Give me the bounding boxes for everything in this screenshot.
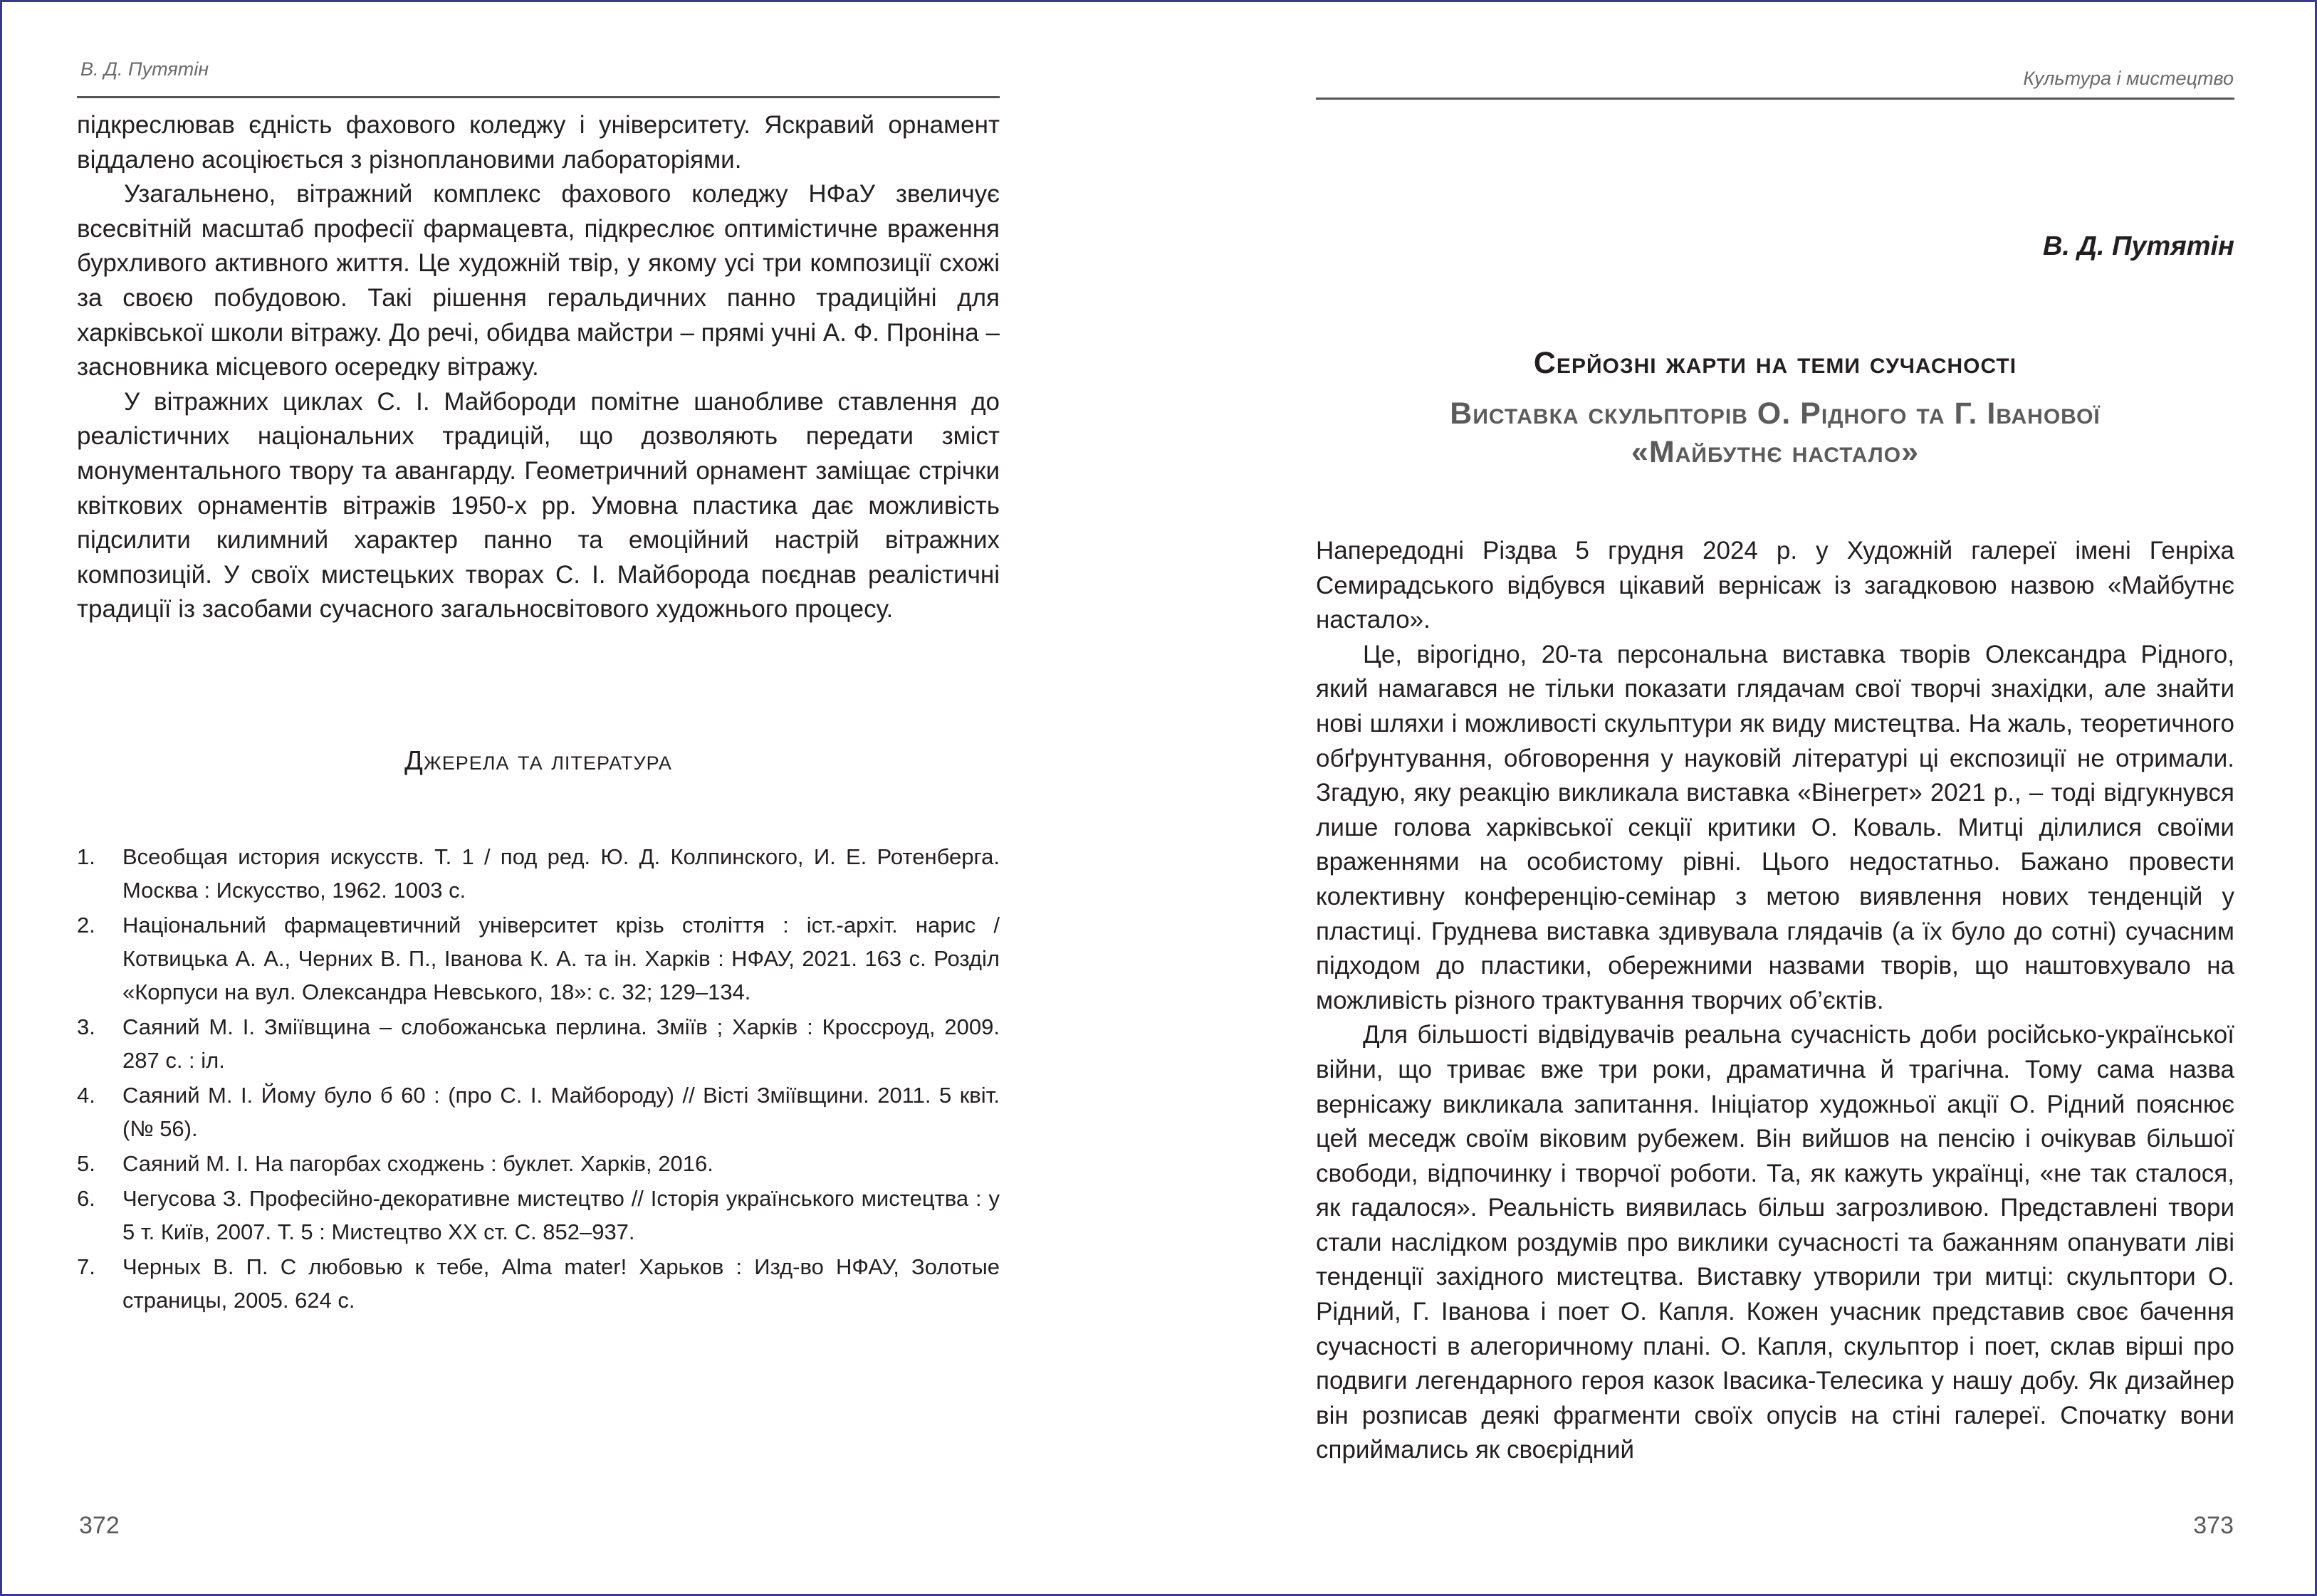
- article-subtitle: [1316, 394, 2234, 471]
- reference-number: 5.: [77, 1151, 95, 1176]
- reference-text: Саяний М. І. Йому було б 60 : (про С. І. Майбороду) // Вісті Зміївщини. 2011. 5 квіт. (№ 56).: [122, 1083, 1000, 1141]
- left-body-text: [77, 108, 1000, 627]
- reference-text: Всеобщая история искусств. Т. 1 / под ред. Ю. Д. Колпинского, И. Е. Ротенберга. Москва : Искусство, 1962. 1003 с.: [122, 844, 1000, 903]
- article-subtitle-line-2: «Майбутнє настало»: [1631, 435, 1919, 469]
- article-title: Серйозні жарти на теми сучасності: [1533, 346, 2017, 380]
- reference-number: 4.: [77, 1083, 95, 1108]
- left-page: [0, 0, 1158, 1596]
- left-running-head: В. Д. Путятін: [80, 58, 209, 80]
- reference-text: Черных В. П. С любовью к тебе, Alma mater! Харьков : Изд-во НФАУ, Золотые страницы, 2005. 624 с.: [122, 1254, 1000, 1313]
- reference-list: [77, 840, 1000, 1318]
- reference-text: Саяний М. І. Зміївщина – слобожанська перлина. Зміїв ; Харків : Кроссроуд, 2009. 287 с. : іл.: [122, 1014, 1000, 1073]
- right-body-text: [1316, 534, 2234, 1468]
- right-header-rule: [1316, 98, 2234, 100]
- reference-item: [77, 840, 1000, 907]
- reference-item: [77, 1147, 1000, 1180]
- sources-title: Джерела та література: [404, 746, 672, 776]
- reference-item: [77, 1078, 1000, 1145]
- reference-number: 3.: [77, 1014, 95, 1039]
- left-header-rule: [77, 96, 1000, 98]
- right-paragraph-3: Для більшості відвідувачів реальна сучасність доби російсько-української війни, що триває вже три роки, драматична й трагічна. Тому сама назва вернісажу викликала запитання. Ініціатор художньої акції О. Рідний пояснює цей меседж своїм віковим рубежем. Він вийшов на пенсію і очікував більшої свободи, відпочинку і творчої роботи. Та, як кажуть українці, «не так сталося, як гадалося». Реальність виявилась більш загрозливою. Представлені твори стали наслідком роздумів про виклики сучасності та бажанням опанувати ліві тенденції західного мистецтва. Виставку утворили три митці: скульптори О. Рідний, Г. Іванова і поет О. Капля. Кожен учасник представив своє бачення сучасності в алегоричному плані. О. Капля, скульптор і поет, склав вірші про подвиги легендарного героя казок Івасика-Телесика у нашу добу. Як дизайнер він розписав деякі фрагменти своїх опусів на стіні галереї. Спочатку вони сприймались як своєрідний: [1316, 1021, 2234, 1464]
- reference-text: Саяний М. І. На пагорбах сходжень : буклет. Харків, 2016.: [122, 1151, 713, 1176]
- reference-number: 1.: [77, 844, 95, 869]
- article-subtitle-line-1: Виставка скульпторів О. Рідного та Г. Іванової: [1450, 397, 2101, 431]
- reference-number: 6.: [77, 1186, 95, 1211]
- reference-number: 7.: [77, 1254, 95, 1279]
- right-paragraph-2: Це, вірогідно, 20-та персональна виставка творів Олександра Рідного, який намагався не тільки показати глядачам свої творчі знахідки, але знайти нові шляхи і можливості скульптури як виду мистецтва. На жаль, теоретичного обґрунтування, обговорення у науковій літературі ці експозиції не отримали. Згадую, яку реакцію викликала виставка «Вінегрет» 2021 р., – тоді відгукнувся лише голова харківської секції критики О. Коваль. Митці ділилися своїми враженнями на особистому рівні. Цього недостатньо. Бажано провести колективну конференцію-семінар з метою виявлення нових тенденцій у пластиці. Груднева виставка здивувала глядачів (а їх було до сотні) сучасним підходом до пластики, обережними назвами творів, що наштовхувало на можливість різного трактування творчих об’єктів.: [1316, 640, 2234, 1014]
- reference-number: 2.: [77, 913, 95, 938]
- left-paragraph-2: Узагальнено, вітражний комплекс фахового коледжу НФаУ звеличує всесвітній масштаб професії фармацевта, підкреслює оптимістичне враження бурхливого активного життя. Це художній твір, у якому усі три композиції схожі за своєю побудовою. Такі рішення геральдичних панно традиційні для харківської школи вітражу. До речі, обидва майстри – прямі учні А. Ф. Проніна – засновника місцевого осередку вітражу.: [77, 180, 1000, 382]
- right-running-head: Культура і мистецтво: [2023, 68, 2234, 89]
- article-author: В. Д. Путятін: [2042, 231, 2234, 261]
- reference-item: [77, 1182, 1000, 1249]
- right-page-number: 373: [2193, 1512, 2234, 1539]
- reference-item: [77, 1010, 1000, 1077]
- left-page-number: 372: [79, 1512, 120, 1539]
- reference-text: Чегусова З. Професійно-декоративне мистецтво // Історія українського мистецтва : у 5 т. Київ, 2007. Т. 5 : Мистецтво ХХ ст. С. 852–937.: [122, 1186, 1000, 1244]
- reference-item: [77, 908, 1000, 1009]
- right-paragraph-1: Напередодні Різдва 5 грудня 2024 р. у Художній галереї імені Генріха Семирадського відбувся цікавий вернісаж із загадковою назвою «Майбутнє настало».: [1316, 537, 2234, 634]
- left-paragraph-1: підкреслював єдність фахового коледжу і університету. Яскравий орнамент віддалено асоціюється з різноплановими лабораторіями.: [77, 111, 1000, 174]
- reference-item: [77, 1250, 1000, 1317]
- reference-text: Національний фармацевтичний університет крізь століття : іст.-архіт. нарис / Котвицька А. А., Черних В. П., Іванова К. А. та ін. Харків : НФАУ, 2021. 163 с. Розділ «Корпуси на вул. Олександра Невського, 18»: с. 32; 129–134.: [122, 913, 1000, 1004]
- left-paragraph-3: У вітражних циклах С. І. Майбороди помітне шанобливе ставлення до реалістичних національних традицій, що дозволяють передати зміст монументального твору та авангарду. Геометричний орнамент заміщає стрічки квіткових орнаментів вітражів 1950-х рр. Умовна пластика дає можливість підсилити килимний характер панно та емоційний настрій вітражних композицій. У своїх мистецьких творах С. І. Майборода поєднав реалістичні традиції із засобами сучасного загальносвітового художнього процесу.: [77, 387, 1000, 624]
